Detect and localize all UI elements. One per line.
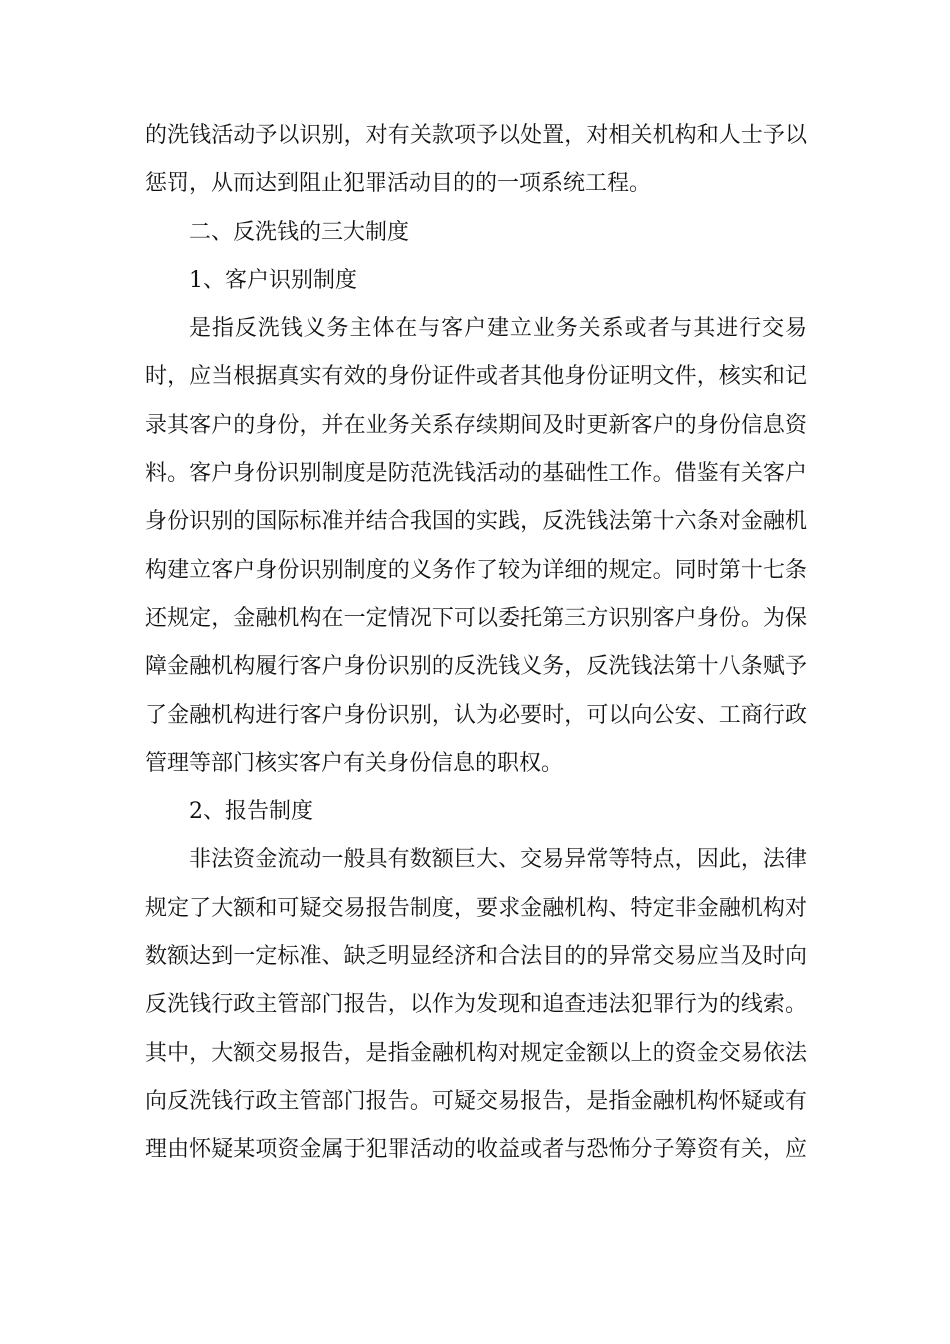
text-line: 数额达到一定标准、缺乏明显经济和合法目的的异常交易应当及时向	[145, 944, 807, 970]
text-line: 的洗钱活动予以识别，对有关款项予以处置，对相关机构和人士予以	[145, 123, 807, 148]
text-line: 料。客户身份识别制度是防范洗钱活动的基础性工作。借鉴有关客户	[145, 461, 807, 487]
customer-identification-paragraph	[145, 305, 807, 788]
text-line: 向反洗钱行政主管部门报告。可疑交易报告，是指金融机构怀疑或有	[145, 1088, 807, 1114]
text-line: 障金融机构履行客户身份识别的反洗钱义务，反洗钱法第十八条赋予	[145, 654, 807, 680]
text-line: 身份识别的国际标准并结合我国的实践，反洗钱法第十六条对金融机	[145, 509, 807, 535]
text-line: 构建立客户身份识别制度的义务作了较为详细的规定。同时第十七条	[145, 557, 807, 583]
reporting-paragraph	[145, 836, 807, 1174]
text-line: 非法资金流动一般具有数额巨大、交易异常等特点，因此，法律	[189, 847, 807, 873]
text-line: 是指反洗钱义务主体在与客户建立业务关系或者与其进行交易	[189, 316, 807, 342]
text-line: 还规定，金融机构在一定情况下可以委托第三方识别客户身份。为保	[145, 605, 807, 631]
text-line: 规定了大额和可疑交易报告制度，要求金融机构、特定非金融机构对	[145, 895, 807, 921]
text-line: 录其客户的身份，并在业务关系存续期间及时更新客户的身份信息资	[145, 412, 807, 438]
subsection-heading-customer-identification: 1、客户识别制度	[189, 267, 357, 293]
text-line: 管理等部门核实客户有关身份信息的职权。	[145, 750, 564, 776]
section-heading: 二、反洗钱的三大制度	[189, 219, 410, 245]
text-line: 了金融机构进行客户身份识别，认为必要时，可以向公安、工商行政	[145, 702, 807, 728]
subsection-heading-reporting: 2、报告制度	[189, 799, 313, 825]
document-page	[145, 112, 807, 1175]
text-line: 理由怀疑某项资金属于犯罪活动的收益或者与恐怖分子筹资有关，应	[145, 1137, 807, 1163]
text-line: 惩罚，从而达到阻止犯罪活动目的的一项系统工程。	[145, 171, 652, 197]
text-line: 其中，大额交易报告，是指金融机构对规定金额以上的资金交易依法	[145, 1040, 807, 1066]
text-line: 反洗钱行政主管部门报告，以作为发现和追查违法犯罪行为的线索。	[145, 992, 807, 1018]
text-line: 时，应当根据真实有效的身份证件或者其他身份证明文件，核实和记	[145, 364, 807, 390]
intro-paragraph	[145, 112, 807, 209]
